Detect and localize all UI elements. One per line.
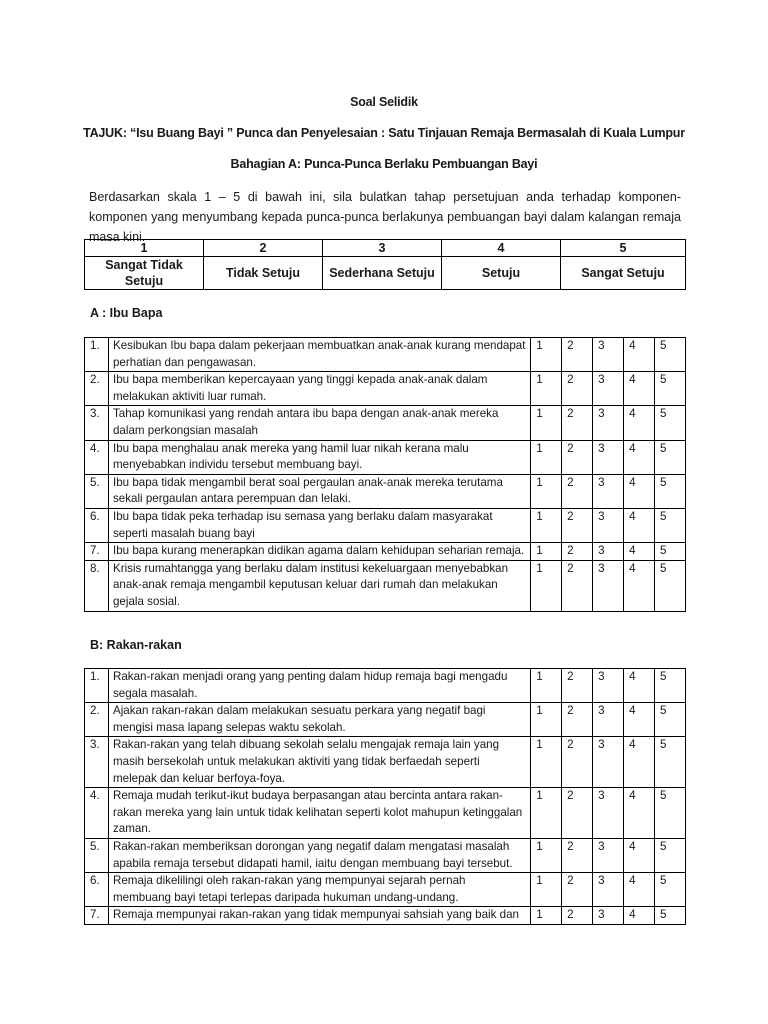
rating-option[interactable]: 5	[655, 474, 686, 508]
rating-option[interactable]: 1	[531, 474, 562, 508]
document-title: Soal Selidik	[350, 95, 418, 109]
question-text: Remaja mempunyai rakan-rakan yang tidak mempunyai sahsiah yang baik dan	[108, 907, 530, 925]
rating-option[interactable]: 5	[655, 440, 686, 474]
section-a-table	[84, 337, 686, 612]
scale-label: Sangat Tidak Setuju	[85, 257, 204, 290]
question-number: 4.	[85, 440, 109, 474]
rating-option[interactable]: 3	[593, 372, 624, 406]
rating-option[interactable]: 4	[624, 838, 655, 872]
rating-option[interactable]: 1	[531, 508, 562, 542]
question-number: 8.	[85, 560, 109, 611]
question-row	[85, 907, 686, 925]
question-row	[85, 737, 686, 788]
question-row	[85, 669, 686, 703]
question-number: 6.	[85, 873, 109, 907]
rating-option[interactable]: 3	[593, 440, 624, 474]
question-text: Ibu bapa kurang menerapkan didikan agama dalam kehidupan seharian remaja.	[108, 543, 530, 561]
rating-option[interactable]: 5	[655, 873, 686, 907]
question-row	[85, 543, 686, 561]
rating-option[interactable]: 3	[593, 560, 624, 611]
rating-option[interactable]: 1	[531, 788, 562, 839]
rating-option[interactable]: 4	[624, 873, 655, 907]
rating-option[interactable]: 3	[593, 907, 624, 925]
rating-option[interactable]: 2	[562, 560, 593, 611]
question-number: 1.	[85, 338, 109, 372]
rating-option[interactable]: 4	[624, 406, 655, 440]
question-number: 2.	[85, 703, 109, 737]
instructions: Berdasarkan skala 1 – 5 di bawah ini, sila bulatkan tahap persetujuan anda terhadap komponen-komponen yang menyumbang kepada punca-punca berlakunya pembuangan bayi dalam kalangan remaja masa kini.	[89, 190, 681, 244]
rating-option[interactable]: 5	[655, 508, 686, 542]
rating-option[interactable]: 3	[593, 543, 624, 561]
rating-option[interactable]: 1	[531, 669, 562, 703]
section-a-title: A : Ibu Bapa	[90, 306, 163, 320]
rating-option[interactable]: 2	[562, 873, 593, 907]
rating-option[interactable]: 4	[624, 508, 655, 542]
question-number: 6.	[85, 508, 109, 542]
rating-option[interactable]: 3	[593, 508, 624, 542]
question-number: 2.	[85, 372, 109, 406]
rating-option[interactable]: 2	[562, 338, 593, 372]
question-row	[85, 474, 686, 508]
rating-option[interactable]: 2	[562, 440, 593, 474]
scale-number-row	[85, 240, 686, 257]
rating-option[interactable]: 1	[531, 338, 562, 372]
question-row	[85, 406, 686, 440]
rating-option[interactable]: 2	[562, 703, 593, 737]
rating-option[interactable]: 1	[531, 560, 562, 611]
section-b-title: B: Rakan-rakan	[90, 638, 182, 652]
rating-option[interactable]: 3	[593, 703, 624, 737]
question-text: Rakan-rakan memberiksan dorongan yang negatif dalam mengatasi masalah apabila remaja tersebut didapati hamil, iaitu dengan membuang bayi tersebut.	[108, 838, 530, 872]
rating-option[interactable]: 2	[562, 474, 593, 508]
rating-option[interactable]: 1	[531, 838, 562, 872]
question-row	[85, 788, 686, 839]
question-row	[85, 338, 686, 372]
rating-option[interactable]: 4	[624, 543, 655, 561]
question-text: Ibu bapa menghalau anak mereka yang hamil luar nikah kerana malu menyebabkan individu tersebut membuang bayi.	[108, 440, 530, 474]
rating-option[interactable]: 4	[624, 474, 655, 508]
scale-label: Sederhana Setuju	[323, 257, 442, 290]
question-number: 1.	[85, 669, 109, 703]
rating-option[interactable]: 3	[593, 788, 624, 839]
rating-option[interactable]: 4	[624, 907, 655, 925]
question-row	[85, 703, 686, 737]
rating-option[interactable]: 5	[655, 838, 686, 872]
scale-number: 5	[561, 240, 686, 257]
rating-option[interactable]: 3	[593, 338, 624, 372]
rating-option[interactable]: 2	[562, 669, 593, 703]
rating-option[interactable]: 1	[531, 703, 562, 737]
question-number: 3.	[85, 406, 109, 440]
question-text: Tahap komunikasi yang rendah antara ibu bapa dengan anak-anak mereka dalam perkongsian masalah	[108, 406, 530, 440]
rating-option[interactable]: 2	[562, 838, 593, 872]
rating-option[interactable]: 4	[624, 372, 655, 406]
question-number: 4.	[85, 788, 109, 839]
question-row	[85, 560, 686, 611]
rating-option[interactable]: 2	[562, 372, 593, 406]
rating-option[interactable]: 1	[531, 873, 562, 907]
rating-option[interactable]: 3	[593, 474, 624, 508]
question-row	[85, 838, 686, 872]
rating-option[interactable]: 5	[655, 703, 686, 737]
rating-option[interactable]: 4	[624, 560, 655, 611]
rating-option[interactable]: 2	[562, 406, 593, 440]
rating-option[interactable]: 2	[562, 788, 593, 839]
scale-label: Setuju	[442, 257, 561, 290]
rating-option[interactable]: 3	[593, 406, 624, 440]
rating-option[interactable]: 4	[624, 703, 655, 737]
rating-option[interactable]: 2	[562, 543, 593, 561]
question-row	[85, 440, 686, 474]
question-number: 3.	[85, 737, 109, 788]
scale-label: Sangat Setuju	[561, 257, 686, 290]
topic-heading: TAJUK: “Isu Buang Bayi ” Punca dan Penyelesaian : Satu Tinjauan Remaja Bermasalah di Kuala Lumpur	[83, 126, 685, 140]
question-text: Rakan-rakan yang telah dibuang sekolah selalu mengajak remaja lain yang masih bersekolah untuk melakukan aktiviti yang tidak berfaedah seperti melepak dan keluar berfoya-foya.	[108, 737, 530, 788]
rating-option[interactable]: 3	[593, 669, 624, 703]
rating-option[interactable]: 5	[655, 543, 686, 561]
rating-option[interactable]: 5	[655, 669, 686, 703]
scale-number: 1	[85, 240, 204, 257]
question-number: 5.	[85, 838, 109, 872]
question-text: Ibu bapa memberikan kepercayaan yang tinggi kepada anak-anak dalam melakukan aktiviti luar rumah.	[108, 372, 530, 406]
rating-scale-table	[84, 239, 686, 290]
scale-number: 3	[323, 240, 442, 257]
rating-option[interactable]: 5	[655, 788, 686, 839]
rating-option[interactable]: 1	[531, 737, 562, 788]
rating-option[interactable]: 5	[655, 560, 686, 611]
question-text: Remaja dikelilingi oleh rakan-rakan yang mempunyai sejarah pernah membuang bayi tetapi terlepas daripada hukuman undang-undang.	[108, 873, 530, 907]
section-heading: Bahagian A: Punca-Punca Berlaku Pembuangan Bayi	[230, 157, 538, 171]
rating-option[interactable]: 4	[624, 788, 655, 839]
question-number: 7.	[85, 543, 109, 561]
section-b-table	[84, 668, 686, 925]
question-text: Ajakan rakan-rakan dalam melakukan sesuatu perkara yang negatif bagi mengisi masa lapang selepas waktu sekolah.	[108, 703, 530, 737]
question-row	[85, 873, 686, 907]
scale-number: 2	[204, 240, 323, 257]
question-text: Kesibukan Ibu bapa dalam pekerjaan membuatkan anak-anak kurang mendapat perhatian dan pengawasan.	[108, 338, 530, 372]
rating-option[interactable]: 2	[562, 508, 593, 542]
question-text: Ibu bapa tidak mengambil berat soal pergaulan anak-anak mereka terutama sekali pergaulan antara perempuan dan lelaki.	[108, 474, 530, 508]
rating-option[interactable]: 1	[531, 372, 562, 406]
rating-option[interactable]: 1	[531, 907, 562, 925]
rating-option[interactable]: 5	[655, 372, 686, 406]
question-text: Rakan-rakan menjadi orang yang penting dalam hidup remaja bagi mengadu segala masalah.	[108, 669, 530, 703]
rating-option[interactable]: 5	[655, 406, 686, 440]
question-row	[85, 372, 686, 406]
question-number: 5.	[85, 474, 109, 508]
rating-option[interactable]: 1	[531, 406, 562, 440]
rating-option[interactable]: 3	[593, 873, 624, 907]
scale-label-row	[85, 257, 686, 290]
question-text: Ibu bapa tidak peka terhadap isu semasa yang berlaku dalam masyarakat seperti masalah buang bayi	[108, 508, 530, 542]
question-text: Krisis rumahtangga yang berlaku dalam institusi kekeluargaan menyebabkan anak-anak remaja mengambil keputusan keluar dari rumah dan melakukan gejala sosial.	[108, 560, 530, 611]
rating-option[interactable]: 3	[593, 737, 624, 788]
rating-option[interactable]: 2	[562, 737, 593, 788]
question-row	[85, 508, 686, 542]
rating-option[interactable]: 5	[655, 338, 686, 372]
rating-option[interactable]: 3	[593, 838, 624, 872]
rating-option[interactable]: 4	[624, 440, 655, 474]
rating-option[interactable]: 4	[624, 669, 655, 703]
rating-option[interactable]: 5	[655, 907, 686, 925]
rating-option[interactable]: 1	[531, 543, 562, 561]
rating-option[interactable]: 4	[624, 338, 655, 372]
question-number: 7.	[85, 907, 109, 925]
scale-number: 4	[442, 240, 561, 257]
rating-option[interactable]: 4	[624, 737, 655, 788]
question-text: Remaja mudah terikut-ikut budaya berpasangan atau bercinta antara rakan-rakan mereka yang lain untuk tidak kelihatan seperti kolot mahupun ketinggalan zaman.	[108, 788, 530, 839]
rating-option[interactable]: 1	[531, 440, 562, 474]
scale-label: Tidak Setuju	[204, 257, 323, 290]
rating-option[interactable]: 5	[655, 737, 686, 788]
rating-option[interactable]: 2	[562, 907, 593, 925]
